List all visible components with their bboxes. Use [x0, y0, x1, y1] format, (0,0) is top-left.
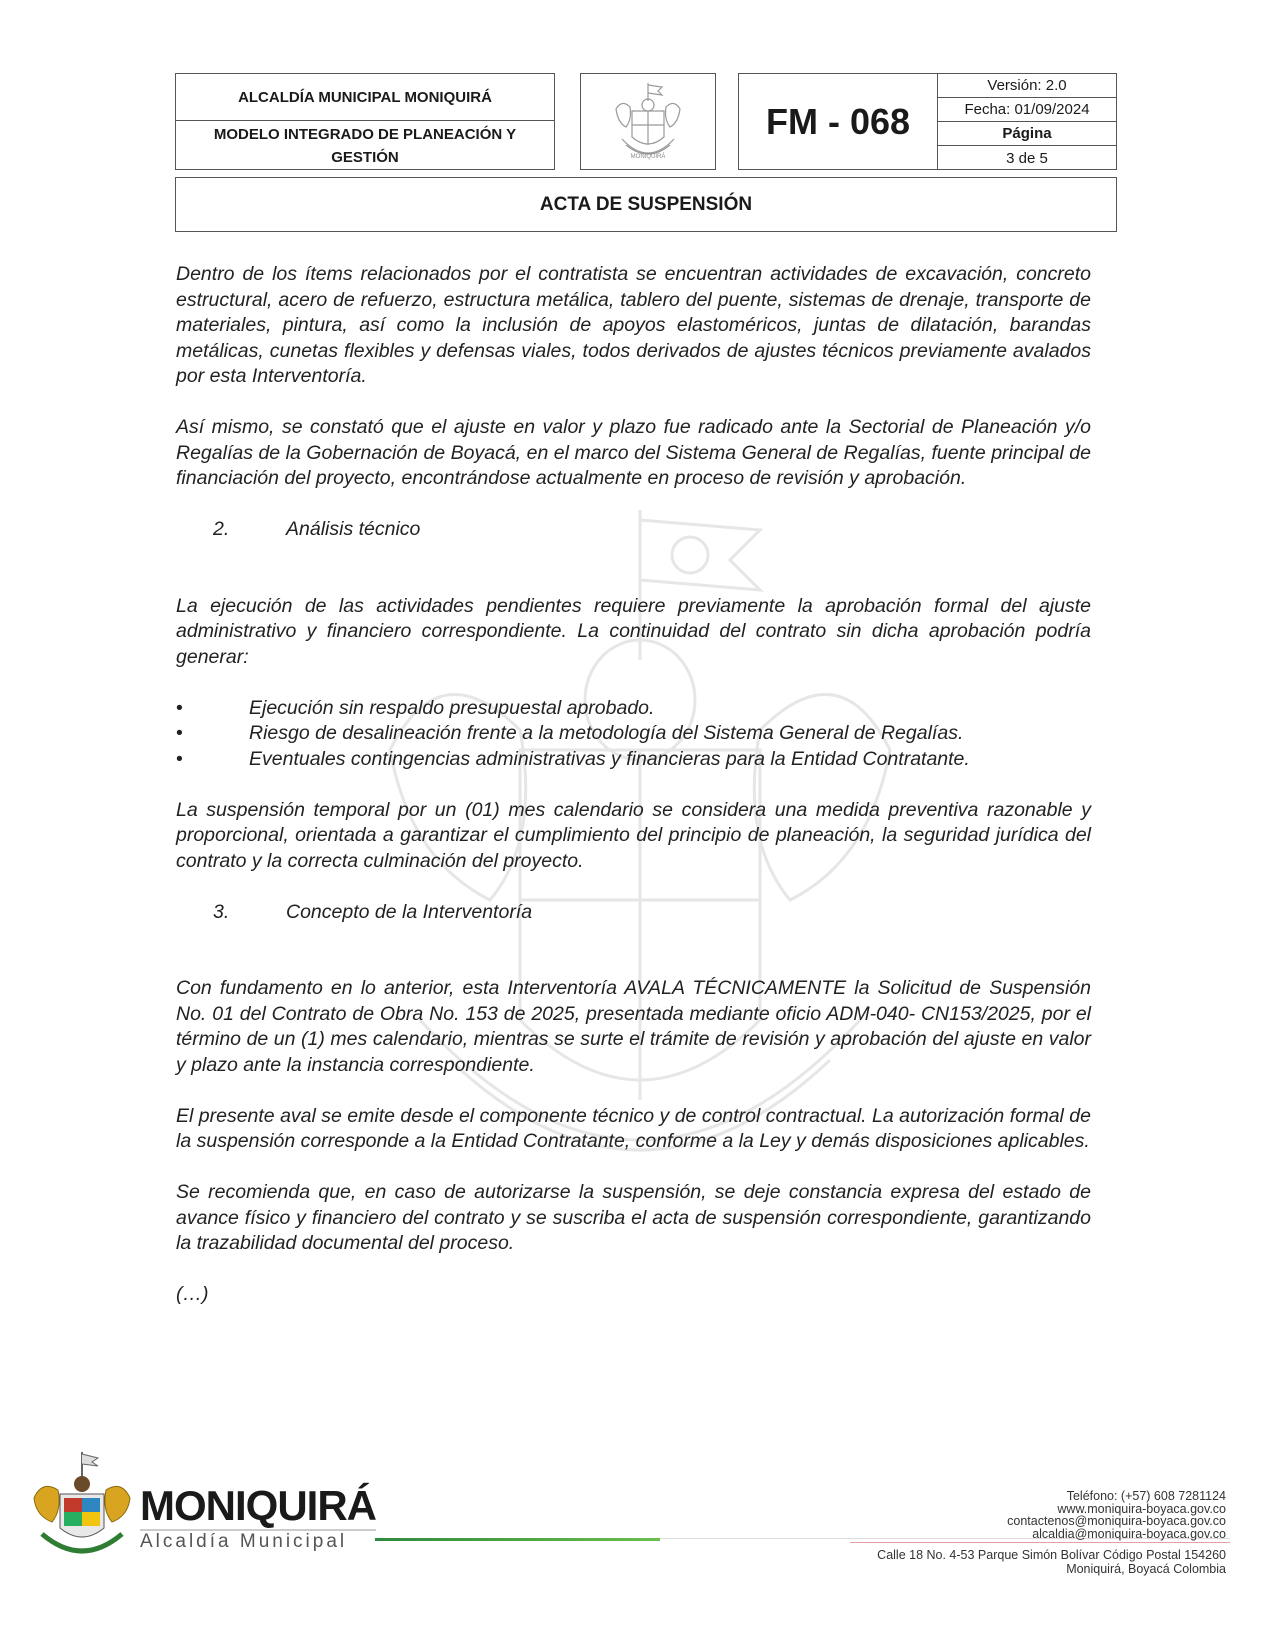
bullet-text: Riesgo de desalineación frente a la metodología del Sistema General de Regalías.: [249, 722, 964, 744]
paragraph: Se recomienda que, en caso de autorizarse la suspensión, se deje constancia expresa del estado de avance físico y financiero del contrato y se suscriba el acta de suspensión correspondiente, garantizando la trazabilidad documental del proceso.: [176, 1181, 1091, 1254]
brand-sub: Alcaldía Municipal: [140, 1529, 376, 1553]
section-heading: [176, 900, 1091, 926]
footer-red-line: [850, 1542, 1230, 1543]
page-label: Página: [938, 122, 1116, 146]
logo-text: MONIQUIRÁ: [630, 153, 666, 160]
header-meta-box: [937, 73, 1117, 170]
bullet-item: [176, 747, 1091, 773]
header-logo-box: [580, 73, 716, 170]
org-name: ALCALDÍA MUNICIPAL MONIQUIRÁ: [176, 74, 554, 121]
bullet-item: [176, 696, 1091, 722]
document-body: [176, 262, 1091, 1308]
bullet-icon: •: [176, 722, 183, 744]
paragraph: La ejecución de las actividades pendientes requiere previamente la aprobación formal del ajuste administrativo y financiero correspondiente. La continuidad del contrato sin dicha aprobación podría generar:: [176, 594, 1091, 668]
city: Moniquirá, Boyacá Colombia: [1066, 1562, 1226, 1576]
section-number: 2.: [213, 518, 230, 540]
section-title: Análisis técnico: [286, 518, 421, 540]
paragraph: La suspensión temporal por un (01) mes calendario se considera una medida preventiva razonable y proporcional, orientada a garantizar el cumplimiento del principio de planeación, la seguridad jurídica del contrato y la correcta culminación del proyecto.: [176, 798, 1091, 872]
model-name: MODELO INTEGRADO DE PLANEACIÓN Y GESTIÓN: [213, 126, 517, 166]
paragraph: Dentro de los ítems relacionados por el contratista se encuentran actividades de excavación, concreto estructural, acero de refuerzo, estructura metálica, tablero del puente, sistemas de drenaje, transporte de materiales, pintura, así como la inclusión de apoyos elastoméricos, juntas de dilatación, barandas metálicas, cunetas flexibles y defensas viales, todos derivados de ajustes técnicos previamente avalados por esta Interventoría.: [176, 263, 1091, 387]
brand-name: MONIQUIRÁ: [140, 1482, 376, 1529]
bullet-text: Ejecución sin respaldo presupuestal aprobado.: [249, 696, 655, 719]
ellipsis: (…): [176, 1283, 209, 1305]
website-link[interactable]: www.moniquira-boyaca.gov.co: [1057, 1501, 1226, 1516]
paragraph: Así mismo, se constató que el ajuste en valor y plazo fue radicado ante la Sectorial de Planeación y/o Regalías de la Gobernación de Boyacá, en el marco del Sistema General de Regalías, fuente principal de financiación del proyecto, encontrándose actualmente en proceso de revisión y aprobación.: [176, 416, 1091, 489]
footer-address: [877, 1548, 1226, 1576]
document-title: ACTA DE SUSPENSIÓN: [175, 177, 1117, 232]
date: Fecha: 01/09/2024: [938, 98, 1116, 122]
section-heading: [176, 517, 1091, 543]
footer-contact: [1007, 1490, 1226, 1540]
section-number: 3.: [213, 900, 230, 923]
bullet-icon: •: [176, 747, 183, 770]
header-org-box: [175, 73, 555, 170]
form-code: FM - 068: [738, 73, 938, 170]
footer-green-line: [375, 1538, 660, 1541]
version: Versión: 2.0: [938, 74, 1116, 98]
page-number: 3 de 5: [1006, 149, 1048, 167]
bullet-text: Eventuales contingencias administrativas y financieras para la Entidad Contratante.: [249, 747, 970, 770]
paragraph: Con fundamento en lo anterior, esta Interventoría AVALA TÉCNICAMENTE la Solicitud de Suspensión No. 01 del Contrato de Obra No. 153 de 2025, presentada mediante oficio ADM-040- CN153/2025, por el término de un (1) mes calendario, mientras se surte el trámite de revisión y aprobación del ajuste en valor y plazo ante la instancia correspondiente.: [176, 977, 1091, 1076]
coat-of-arms-icon: [608, 79, 688, 165]
paragraph: El presente aval se emite desde el componente técnico y de control contractual. La autorización formal de la suspensión corresponde a la Entidad Contratante, conforme a la Ley y demás disposiciones aplicables.: [176, 1104, 1091, 1152]
phone: Teléfono: (+57) 608 7281124: [1066, 1489, 1226, 1503]
email-contact-link[interactable]: contactenos@moniquira-boyaca.gov.co: [1007, 1514, 1226, 1528]
footer-brand: [140, 1482, 376, 1553]
bullet-item: [176, 721, 1091, 747]
address: Calle 18 No. 4-53 Parque Simón Bolívar Código Postal 154260: [877, 1548, 1226, 1562]
section-title: Concepto de la Interventoría: [286, 900, 533, 923]
bullet-icon: •: [176, 696, 183, 719]
email-alcaldia-link[interactable]: alcaldia@moniquira-boyaca.gov.co: [1032, 1526, 1226, 1541]
footer-coat-of-arms-icon: [28, 1450, 136, 1560]
